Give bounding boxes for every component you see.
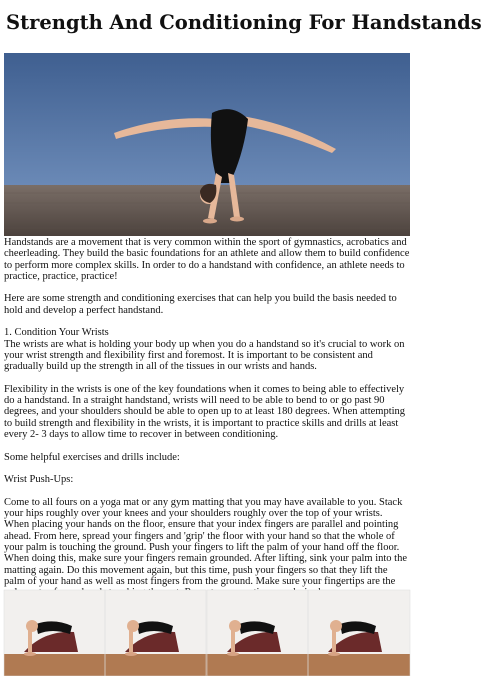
wrist-pushup-photo-strip	[4, 590, 410, 676]
exercises-intro-paragraph: Here are some strength and conditioning exercises that can help you build the basis needed to hold and develop a perfect handstand.	[4, 293, 397, 316]
intro-paragraph: Handstands are a movement that is very common within the sport of gymnastics, acrobatics and cheerleading. They build the basic foundations for an athlete and allow them to build confidence to perform more complex skills. In order to do a handstand with confidence, an athlete needs to practice, practice, practice!	[4, 237, 410, 282]
drill-heading-wrist-pushups: Wrist Push-Ups:	[4, 474, 74, 486]
wrists-paragraph-1: The wrists are what is holding your body up when you do a handstand so it's crucial to work on your wrist strength and flexibility first and foremost. It is important to be consistent and gradually build up the strength in all of the tissues in our wrists and hands.	[4, 338, 405, 373]
article-title: Strength And Conditioning For Handstands	[6, 11, 482, 34]
drill-text-wrist-pushups: Come to all fours on a yoga mat or any gym matting that you may have available to you. Stack your hips roughly over your knees and your shoulders roughly over the top of your wrists. When placing your hands on the floor, ensure that your index fingers are parallel and pointing ahead. From here, spread your fingers and 'grip' the floor with your hand so that the whole of your palm is touching the ground. Push your fingers to lift the palm of your hand off the floor. When doing this, make sure your fingers remain grounded. After lifting, sink your palm into the matting again. Do this movement again, but this time, push your fingers so that they lift the palm of your hand as well as most fingers from the ground. Make sure your fingertips are the	[4, 496, 407, 587]
hero-image-handstand	[4, 53, 410, 236]
article-body	[4, 237, 410, 599]
section-heading-wrists: 1. Condition Your Wrists	[4, 327, 109, 339]
wrists-paragraph-2: Flexibility in the wrists is one of the key foundations when it comes to being able to effectively do a handstand. In a straight handstand, wrists will need to be able to bend to or go past 90 degrees, and your shoulders should be able to open up to at least 180 degrees. When attempting to build strength and flexibility in the wrists, it is important to practice skills and drills at least every 2- 3 days to allow time to recover in between conditioning.	[4, 383, 406, 441]
drills-intro: Some helpful exercises and drills include:	[4, 451, 180, 463]
